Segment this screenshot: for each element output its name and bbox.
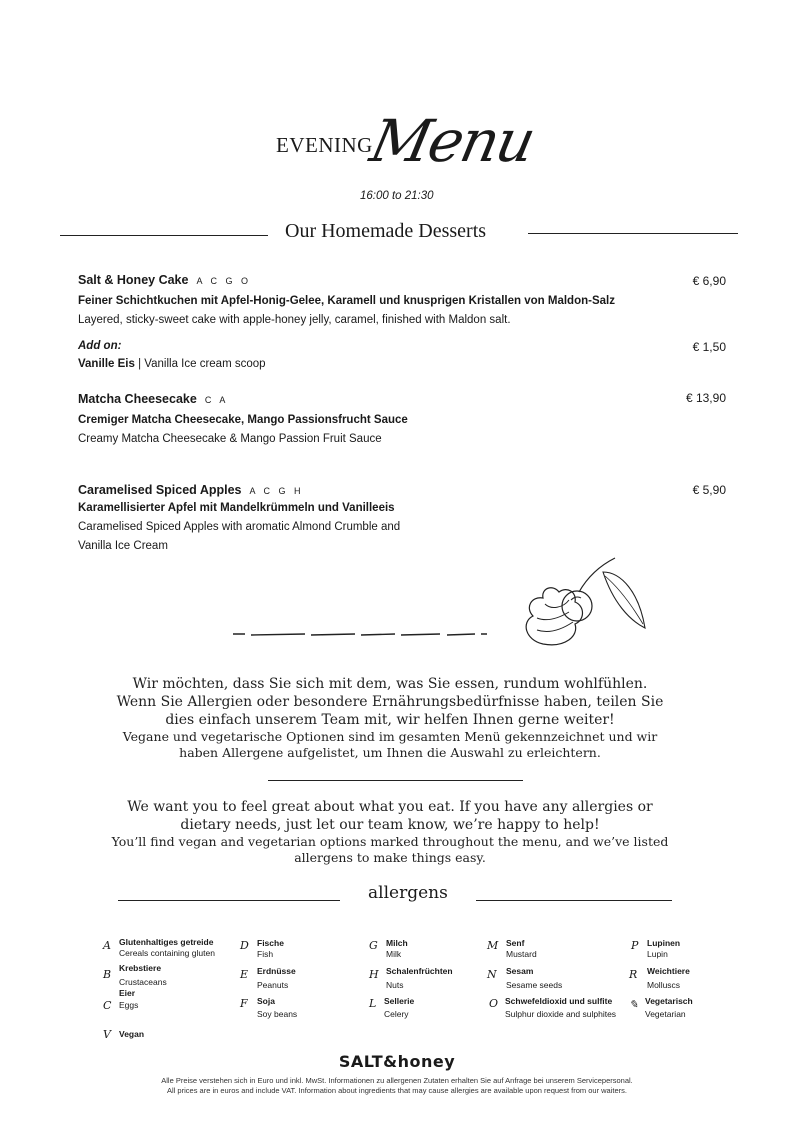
vegetarian-leaf-icon: ✎ xyxy=(629,998,639,1011)
divider-right xyxy=(476,900,672,901)
allergen-icon-g: G xyxy=(369,939,378,952)
allergen-celery xyxy=(384,996,414,1020)
allergen-label-de: Lupinen xyxy=(647,938,681,948)
divider-left xyxy=(118,900,340,901)
footer-note-en: All prices are in euros and include VAT. Information about ingredients that may cause allergies are available upon request from our waiters. xyxy=(167,1086,627,1095)
menu-item-description-de: Feiner Schichtkuchen mit Apfel-Honig-Gelee, Karamell und knusprigen Kristallen von Maldon-Salz xyxy=(78,295,615,307)
menu-item-description-de: Cremiger Matcha Cheesecake, Mango Passionsfrucht Sauce xyxy=(78,414,408,426)
menu-item-price: € 13,90 xyxy=(685,391,726,405)
dessert-illustration xyxy=(225,552,665,662)
allergen-icon-d: D xyxy=(240,939,249,952)
allergen-mustard xyxy=(506,938,537,960)
allergen-icon-l: L xyxy=(369,997,377,1010)
allergen-soy xyxy=(257,996,297,1020)
allergen-label-de: Schwefeldioxid und sulfite xyxy=(505,996,613,1006)
allergen-icon-p: P xyxy=(631,939,639,952)
allergen-label-de: Glutenhaltiges getreide xyxy=(119,937,214,947)
allergen-label-de: Sesam xyxy=(506,966,534,976)
addon-price: € 1,50 xyxy=(692,340,726,354)
menu-item-description-en: Vanilla Ice Cream xyxy=(78,540,168,552)
menu-item-description-de: Karamellisierter Apfel mit Mandelkrümmeln und Vanilleeis xyxy=(78,502,395,514)
allergen-label-en: Sulphur dioxide and sulphites xyxy=(505,1009,617,1019)
allergen-label-de: Weichtiere xyxy=(647,966,690,976)
allergen-peanuts xyxy=(257,966,296,991)
allergen-codes: C A xyxy=(204,395,229,405)
addon-name: Vanille Eis xyxy=(78,358,135,370)
allergy-info-en-sub: You’ll find vegan and vegetarian options marked throughout the menu, and we’ve listed allergens to make things easy. xyxy=(111,834,669,865)
allergen-label-de: Eier xyxy=(119,988,136,998)
allergen-gluten xyxy=(119,937,215,959)
menu-item-description-en: Layered, sticky-sweet cake with apple-honey jelly, caramel, finished with Maldon salt. xyxy=(78,314,511,326)
allergen-icon-n: N xyxy=(487,968,497,981)
allergen-label-en: Vegetarian xyxy=(645,1009,686,1019)
allergen-icon-o: O xyxy=(489,997,499,1010)
allergen-label-en: Lupin xyxy=(647,949,668,959)
allergen-label-de: Vegan xyxy=(119,1029,145,1039)
footer-note-de: Alle Preise verstehen sich in Euro und inkl. MwSt. Informationen zu allergenen Zutaten erhalten Sie auf Anfrage bei unserem Servicepersonal. xyxy=(161,1076,633,1085)
allergen-label-en: Mustard xyxy=(506,949,537,959)
allergen-icon-h: H xyxy=(369,968,379,981)
allergen-label-en: Milk xyxy=(386,949,402,959)
divider-right xyxy=(528,233,738,234)
allergen-icon-c: C xyxy=(103,999,112,1012)
divider-center xyxy=(268,780,523,781)
allergy-info-de-main: Wir möchten, dass Sie sich mit dem, was Sie essen, rundum wohlfühlen. Wenn Sie Allergien oder besondere Ernährungsbedürfnisse haben, teilen Sie dies einfach unserem Team mit, wir helfen Ihnen gerne weiter! xyxy=(116,676,664,728)
allergen-label-de: Schalenfrüchten xyxy=(386,966,453,976)
allergen-icon-v: V xyxy=(103,1028,111,1041)
allergy-info-de xyxy=(60,675,720,761)
menu-item-name xyxy=(78,273,251,287)
allergen-sesame xyxy=(506,966,562,991)
allergen-label-en: Celery xyxy=(384,1009,409,1019)
allergen-label-de: Erdnüsse xyxy=(257,966,296,976)
allergen-label-de: Senf xyxy=(506,938,525,948)
allergen-fish xyxy=(257,938,284,960)
menu-item-price: € 6,90 xyxy=(692,274,726,288)
item-name-text: Caramelised Spiced Apples xyxy=(78,483,242,497)
addon-separator: | xyxy=(134,358,145,370)
item-name-text: Salt & Honey Cake xyxy=(78,273,189,287)
allergen-label-en: Cereals containing gluten xyxy=(119,948,215,958)
menu-item-name xyxy=(78,392,228,406)
allergen-label-en: Fish xyxy=(257,949,274,959)
allergen-label-en: Peanuts xyxy=(257,980,289,990)
allergen-label-de: Krebstiere xyxy=(119,963,162,973)
allergy-info-en xyxy=(60,798,720,866)
menu-item-name xyxy=(78,483,304,497)
allergy-info-de-sub: Vegane und vegetarische Optionen sind im gesamten Menü gekennzeichnet und wir haben Allergene aufgelistet, um Ihnen die Auswahl zu erleichtern. xyxy=(122,729,658,760)
allergen-icon-e: E xyxy=(240,968,249,981)
addon-description: Vanilla Ice cream scoop xyxy=(144,358,266,370)
allergen-label-de: Vegetarisch xyxy=(645,996,693,1006)
allergen-label-en: Molluscs xyxy=(647,980,681,990)
allergen-label-en: Crustaceans xyxy=(119,977,167,987)
allergen-label-de: Fische xyxy=(257,938,284,948)
allergen-codes: A C G O xyxy=(196,276,251,286)
allergen-sulphites xyxy=(505,996,616,1020)
allergen-label-de: Sellerie xyxy=(384,996,415,1006)
allergens-title: allergens xyxy=(368,883,448,903)
section-title: Our Homemade Desserts xyxy=(285,220,487,242)
allergen-icon-b: B xyxy=(103,968,112,981)
allergen-label-en: Nuts xyxy=(386,980,404,990)
allergen-lupin xyxy=(647,938,680,960)
allergen-label-en: Eggs xyxy=(119,1000,139,1010)
allergen-label-de: Milch xyxy=(386,938,408,948)
menu-title-evening: EVENING xyxy=(276,133,373,157)
allergen-label-en: Sesame seeds xyxy=(506,980,563,990)
allergy-info-en-main: We want you to feel great about what you eat. If you have any allergies or dietary needs, just let our team know, we’re happy to help! xyxy=(127,799,653,833)
allergen-icon-r: R xyxy=(629,968,638,981)
menu-item-price: € 5,90 xyxy=(692,483,726,497)
menu-title-script: Menu xyxy=(364,107,540,175)
allergen-icon-f: F xyxy=(240,997,248,1010)
menu-item-description-en: Creamy Matcha Cheesecake & Mango Passion Fruit Sauce xyxy=(78,433,382,445)
allergen-icon-a: A xyxy=(103,939,111,952)
item-name-text: Matcha Cheesecake xyxy=(78,392,197,406)
allergen-label-de: Soja xyxy=(257,996,275,1006)
allergen-vegan xyxy=(119,1029,144,1040)
addon-line xyxy=(78,358,266,370)
allergen-crustaceans xyxy=(119,963,167,988)
addon-label: Add on: xyxy=(78,340,122,352)
allergen-icon-m: M xyxy=(487,939,499,952)
allergen-milk xyxy=(386,938,408,960)
divider-left xyxy=(60,235,268,236)
allergen-vegetarian xyxy=(645,996,693,1020)
allergen-molluscs xyxy=(647,966,690,991)
allergen-nuts xyxy=(386,966,453,991)
allergen-codes: A C G H xyxy=(249,486,304,496)
opening-hours: 16:00 to 21:30 xyxy=(360,190,434,202)
menu-item-description-en: Caramelised Spiced Apples with aromatic Almond Crumble and xyxy=(78,521,401,533)
allergen-label-en: Soy beans xyxy=(257,1009,298,1019)
brand-logo: SALT&honey xyxy=(338,1052,456,1071)
allergen-eggs xyxy=(119,988,138,1011)
